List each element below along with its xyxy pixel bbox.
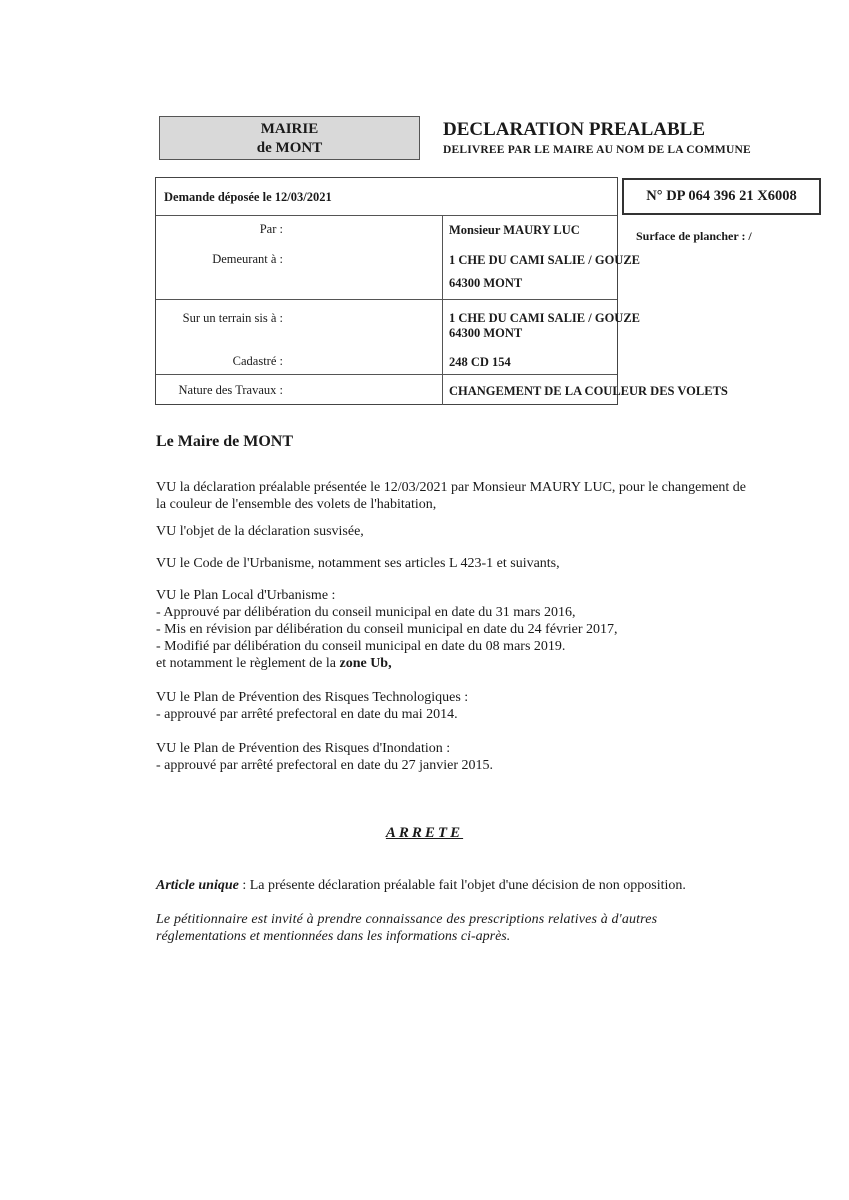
pprt-title: VU le Plan de Prévention des Risques Technologiques :: [156, 690, 469, 705]
mairie-line1: MAIRIE: [260, 121, 319, 137]
request-heading: Demande déposée le 12/03/2021: [164, 190, 332, 204]
mairie-header-box: [159, 116, 420, 160]
maire-heading: Le Maire de MONT: [156, 433, 294, 450]
note-line-2: réglementations et mentionnées dans les informations ci-après.: [156, 929, 511, 944]
arrete-heading: [0, 825, 849, 842]
plu-zone-prefix: et notamment le règlement de la: [156, 656, 340, 671]
label-par: Par :: [259, 222, 283, 236]
article-unique: [156, 877, 686, 894]
value-par: Monsieur MAURY LUC: [449, 223, 580, 237]
surface-plancher: Surface de plancher : /: [636, 229, 752, 243]
article-text: : La présente déclaration préalable fait l'objet d'une décision de non opposition.: [238, 878, 686, 893]
value-terrain-street: 1 CHE DU CAMI SALIE / GOUZE: [449, 311, 640, 325]
value-demeurant-street: 1 CHE DU CAMI SALIE / GOUZE: [449, 253, 640, 267]
note-line-1: Le pétitionnaire est invité à prendre connaissance des prescriptions relatives à d'autres: [156, 912, 658, 927]
value-terrain-city: 64300 MONT: [449, 326, 523, 340]
vu-paragraph-1-line2: la couleur de l'ensemble des volets de l'habitation,: [156, 497, 437, 512]
divider: [156, 215, 617, 216]
plu-item-4: [156, 655, 392, 672]
vu-paragraph-3: VU le Code de l'Urbanisme, notamment ses articles L 423-1 et suivants,: [156, 556, 560, 571]
mairie-line2: de MONT: [256, 140, 323, 156]
document-title: DECLARATION PREALABLE: [443, 119, 705, 140]
pprt-item-1: - approuvé par arrêté prefectoral en date du mai 2014.: [156, 707, 458, 722]
plu-zone: zone Ub,: [339, 656, 392, 671]
label-nature-travaux: Nature des Travaux :: [178, 383, 283, 397]
divider: [156, 299, 617, 300]
label-cadastre: Cadastré :: [232, 354, 283, 368]
document-subtitle: DELIVREE PAR LE MAIRE AU NOM DE LA COMMUNE: [443, 144, 751, 156]
plu-title: VU le Plan Local d'Urbanisme :: [156, 588, 336, 603]
plu-item-2: - Mis en révision par délibération du conseil municipal en date du 24 février 2017,: [156, 622, 618, 637]
article-label: Article unique: [156, 878, 239, 893]
arrete-text: ARRETE: [385, 825, 464, 841]
divider: [442, 215, 443, 405]
value-nature-travaux: CHANGEMENT DE LA COULEUR DES VOLETS: [449, 384, 728, 398]
vu-paragraph-2: VU l'objet de la déclaration susvisée,: [156, 524, 364, 539]
plu-item-3: - Modifié par délibération du conseil municipal en date du 08 mars 2019.: [156, 639, 566, 654]
value-cadastre: 248 CD 154: [449, 355, 511, 369]
divider: [156, 374, 617, 375]
dossier-number-box: N° DP 064 396 21 X6008: [622, 178, 821, 215]
label-terrain: Sur un terrain sis à :: [182, 311, 283, 325]
plu-item-1: - Approuvé par délibération du conseil municipal en date du 31 mars 2016,: [156, 605, 576, 620]
vu-paragraph-1-line1: VU la déclaration préalable présentée le 12/03/2021 par Monsieur MAURY LUC, pour le changement de: [156, 480, 747, 495]
label-demeurant: Demeurant à :: [212, 252, 283, 266]
ppri-item-1: - approuvé par arrêté prefectoral en date du 27 janvier 2015.: [156, 758, 494, 773]
ppri-title: VU le Plan de Prévention des Risques d'Inondation :: [156, 741, 451, 756]
value-demeurant-city: 64300 MONT: [449, 276, 523, 290]
